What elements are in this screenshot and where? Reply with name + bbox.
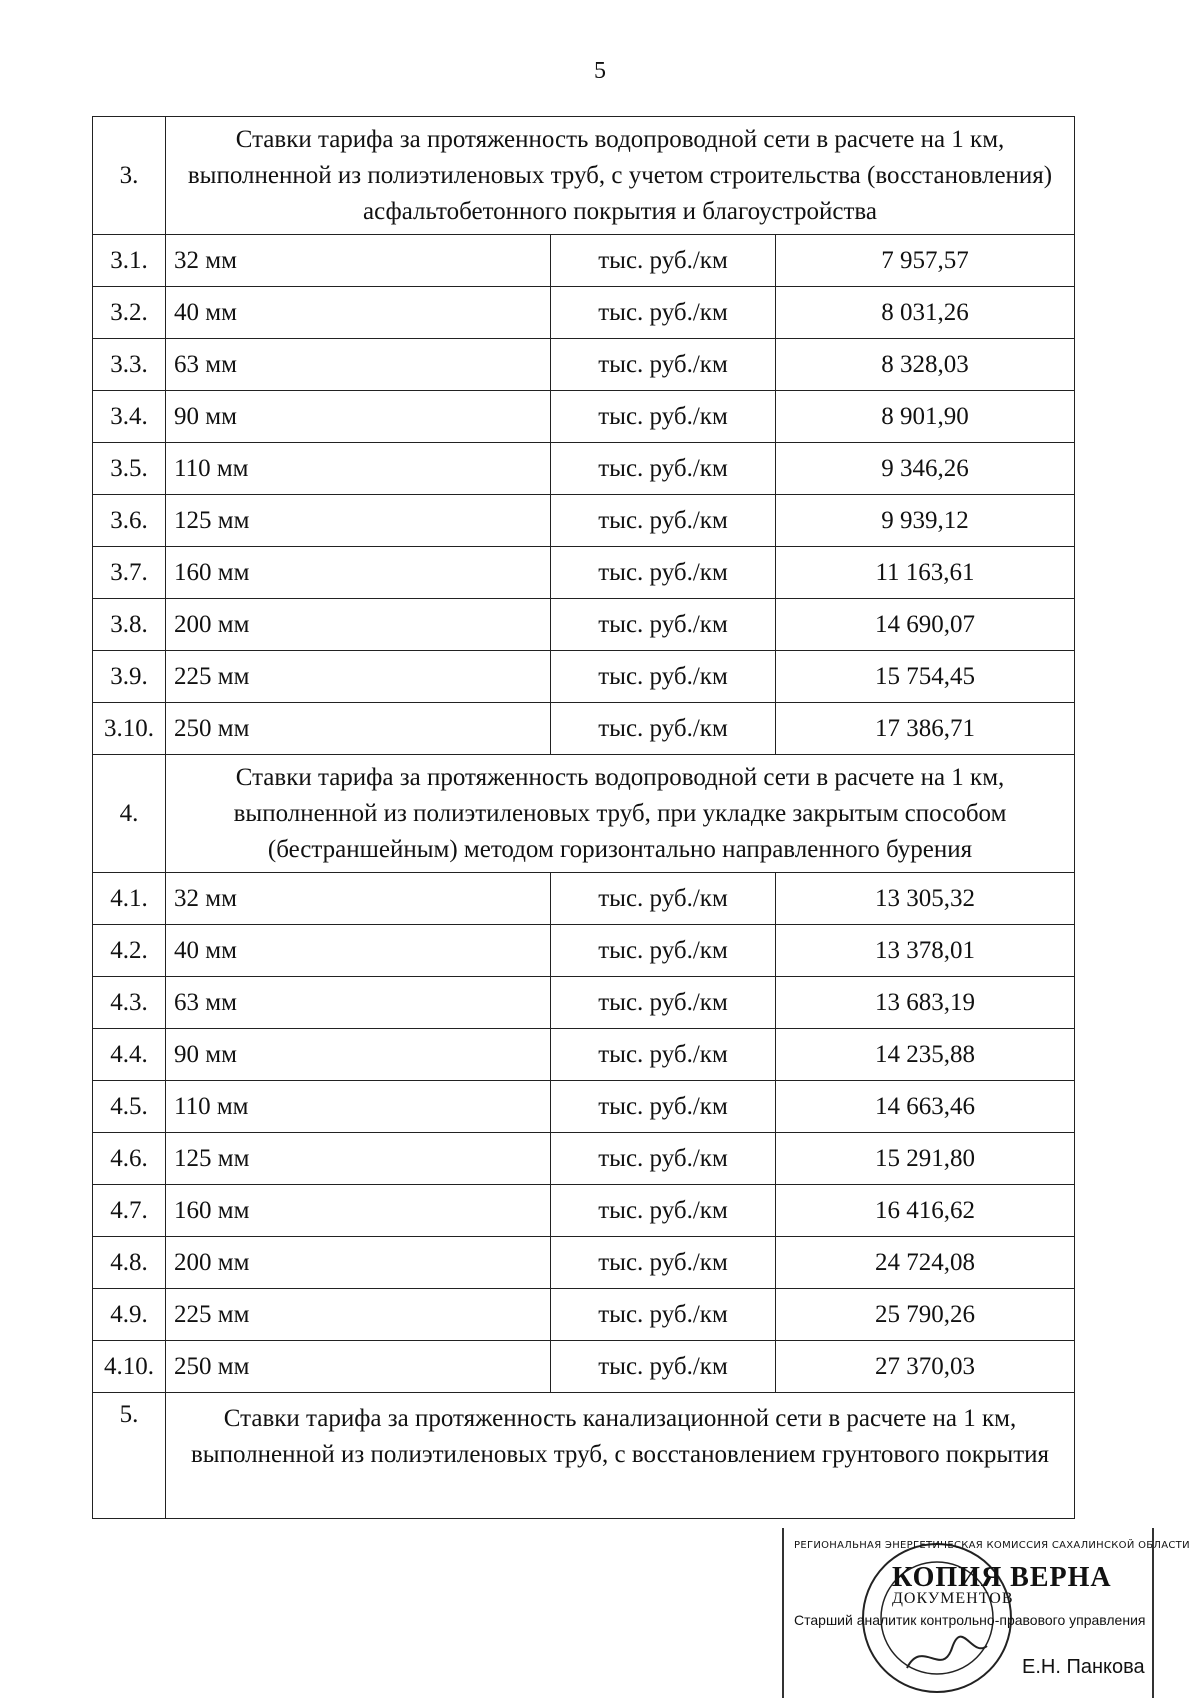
row-number: 3.8.	[93, 599, 166, 651]
row-number: 4.4.	[93, 1029, 166, 1081]
pipe-diameter: 250 мм	[166, 1341, 551, 1393]
unit-of-measure: тыс. руб./км	[551, 287, 776, 339]
pipe-diameter: 250 мм	[166, 703, 551, 755]
row-number: 3.2.	[93, 287, 166, 339]
table-row	[93, 977, 1075, 1029]
section-number: 3.	[93, 117, 166, 235]
row-number: 3.5.	[93, 443, 166, 495]
tariff-value: 16 416,62	[776, 1185, 1075, 1237]
unit-of-measure: тыс. руб./км	[551, 443, 776, 495]
unit-of-measure: тыс. руб./км	[551, 495, 776, 547]
section-title: Ставки тарифа за протяженность водопроводной сети в расчете на 1 км, выполненной из полиэтиленовых труб, при укладке закрытым способом (бестраншейным) методом горизонтально направленного бурения	[166, 755, 1075, 873]
section-number: 5.	[93, 1393, 166, 1519]
unit-of-measure: тыс. руб./км	[551, 391, 776, 443]
table-row	[93, 599, 1075, 651]
table-row	[93, 1185, 1075, 1237]
stamp-documents-text: ДОКУМЕНТОВ	[892, 1590, 1014, 1607]
row-number: 4.6.	[93, 1133, 166, 1185]
table-row	[93, 547, 1075, 599]
tariff-value: 13 378,01	[776, 925, 1075, 977]
section-header-row	[93, 117, 1075, 235]
tariff-value: 15 754,45	[776, 651, 1075, 703]
tariff-value: 13 683,19	[776, 977, 1075, 1029]
table-row	[93, 339, 1075, 391]
table-row	[93, 1341, 1075, 1393]
table-row	[93, 1081, 1075, 1133]
row-number: 4.8.	[93, 1237, 166, 1289]
pipe-diameter: 110 мм	[166, 443, 551, 495]
table-row	[93, 1289, 1075, 1341]
unit-of-measure: тыс. руб./км	[551, 1289, 776, 1341]
tariff-value: 14 690,07	[776, 599, 1075, 651]
tariff-value: 24 724,08	[776, 1237, 1075, 1289]
stamp-name: Е.Н. Панкова	[1022, 1656, 1145, 1678]
row-number: 3.4.	[93, 391, 166, 443]
table-row	[93, 235, 1075, 287]
tariff-value: 27 370,03	[776, 1341, 1075, 1393]
section-title: Ставки тарифа за протяженность канализационной сети в расчете на 1 км, выполненной из полиэтиленовых труб, с восстановлением грунтового покрытия	[166, 1393, 1075, 1519]
row-number: 4.10.	[93, 1341, 166, 1393]
tariff-value: 9 939,12	[776, 495, 1075, 547]
unit-of-measure: тыс. руб./км	[551, 1341, 776, 1393]
row-number: 3.7.	[93, 547, 166, 599]
section-header-row	[93, 1393, 1075, 1519]
table-row	[93, 1029, 1075, 1081]
tariff-value: 9 346,26	[776, 443, 1075, 495]
table-row	[93, 495, 1075, 547]
tariff-table	[92, 116, 1075, 1519]
section-header-row	[93, 755, 1075, 873]
pipe-diameter: 32 мм	[166, 873, 551, 925]
unit-of-measure: тыс. руб./км	[551, 651, 776, 703]
unit-of-measure: тыс. руб./км	[551, 599, 776, 651]
row-number: 4.3.	[93, 977, 166, 1029]
unit-of-measure: тыс. руб./км	[551, 873, 776, 925]
pipe-diameter: 225 мм	[166, 651, 551, 703]
unit-of-measure: тыс. руб./км	[551, 1029, 776, 1081]
tariff-value: 17 386,71	[776, 703, 1075, 755]
pipe-diameter: 160 мм	[166, 547, 551, 599]
table-row	[93, 703, 1075, 755]
tariff-value: 14 663,46	[776, 1081, 1075, 1133]
tariff-value: 8 328,03	[776, 339, 1075, 391]
pipe-diameter: 110 мм	[166, 1081, 551, 1133]
tariff-value: 8 031,26	[776, 287, 1075, 339]
row-number: 4.7.	[93, 1185, 166, 1237]
pipe-diameter: 125 мм	[166, 1133, 551, 1185]
table-row	[93, 287, 1075, 339]
certification-stamp	[782, 1528, 1190, 1698]
row-number: 4.9.	[93, 1289, 166, 1341]
unit-of-measure: тыс. руб./км	[551, 703, 776, 755]
pipe-diameter: 63 мм	[166, 977, 551, 1029]
stamp-position: Старший аналитик контрольно-правового управления	[794, 1612, 1146, 1628]
tariff-value: 25 790,26	[776, 1289, 1075, 1341]
pipe-diameter: 90 мм	[166, 391, 551, 443]
row-number: 4.1.	[93, 873, 166, 925]
table-row	[93, 1133, 1075, 1185]
page-number: 5	[594, 58, 606, 84]
unit-of-measure: тыс. руб./км	[551, 235, 776, 287]
unit-of-measure: тыс. руб./км	[551, 977, 776, 1029]
table-row	[93, 443, 1075, 495]
row-number: 3.10.	[93, 703, 166, 755]
pipe-diameter: 90 мм	[166, 1029, 551, 1081]
tariff-value: 7 957,57	[776, 235, 1075, 287]
unit-of-measure: тыс. руб./км	[551, 1133, 776, 1185]
section-number: 4.	[93, 755, 166, 873]
tariff-value: 11 163,61	[776, 547, 1075, 599]
unit-of-measure: тыс. руб./км	[551, 1081, 776, 1133]
unit-of-measure: тыс. руб./км	[551, 547, 776, 599]
row-number: 3.6.	[93, 495, 166, 547]
tariff-value: 15 291,80	[776, 1133, 1075, 1185]
table-row	[93, 1237, 1075, 1289]
unit-of-measure: тыс. руб./км	[551, 925, 776, 977]
pipe-diameter: 125 мм	[166, 495, 551, 547]
table-row	[93, 651, 1075, 703]
row-number: 4.2.	[93, 925, 166, 977]
row-number: 4.5.	[93, 1081, 166, 1133]
stamp-organization: РЕГИОНАЛЬНАЯ ЭНЕРГЕТИЧЕСКАЯ КОМИССИЯ САХАЛИНСКОЙ ОБЛАСТИ	[794, 1540, 1190, 1551]
pipe-diameter: 200 мм	[166, 1237, 551, 1289]
tariff-value: 14 235,88	[776, 1029, 1075, 1081]
row-number: 3.3.	[93, 339, 166, 391]
pipe-diameter: 40 мм	[166, 287, 551, 339]
tariff-value: 13 305,32	[776, 873, 1075, 925]
pipe-diameter: 40 мм	[166, 925, 551, 977]
table-row	[93, 391, 1075, 443]
unit-of-measure: тыс. руб./км	[551, 1237, 776, 1289]
pipe-diameter: 63 мм	[166, 339, 551, 391]
stamp-copy-text: КОПИЯ ВЕРНА	[892, 1562, 1112, 1593]
table-body	[93, 117, 1075, 1519]
pipe-diameter: 160 мм	[166, 1185, 551, 1237]
pipe-diameter: 225 мм	[166, 1289, 551, 1341]
signature-mark	[907, 1637, 987, 1668]
table-row	[93, 873, 1075, 925]
section-title: Ставки тарифа за протяженность водопроводной сети в расчете на 1 км, выполненной из полиэтиленовых труб, с учетом строительства (восстановления) асфальтобетонного покрытия и благоустройства	[166, 117, 1075, 235]
pipe-diameter: 200 мм	[166, 599, 551, 651]
row-number: 3.9.	[93, 651, 166, 703]
tariff-value: 8 901,90	[776, 391, 1075, 443]
unit-of-measure: тыс. руб./км	[551, 1185, 776, 1237]
row-number: 3.1.	[93, 235, 166, 287]
table-row	[93, 925, 1075, 977]
unit-of-measure: тыс. руб./км	[551, 339, 776, 391]
pipe-diameter: 32 мм	[166, 235, 551, 287]
